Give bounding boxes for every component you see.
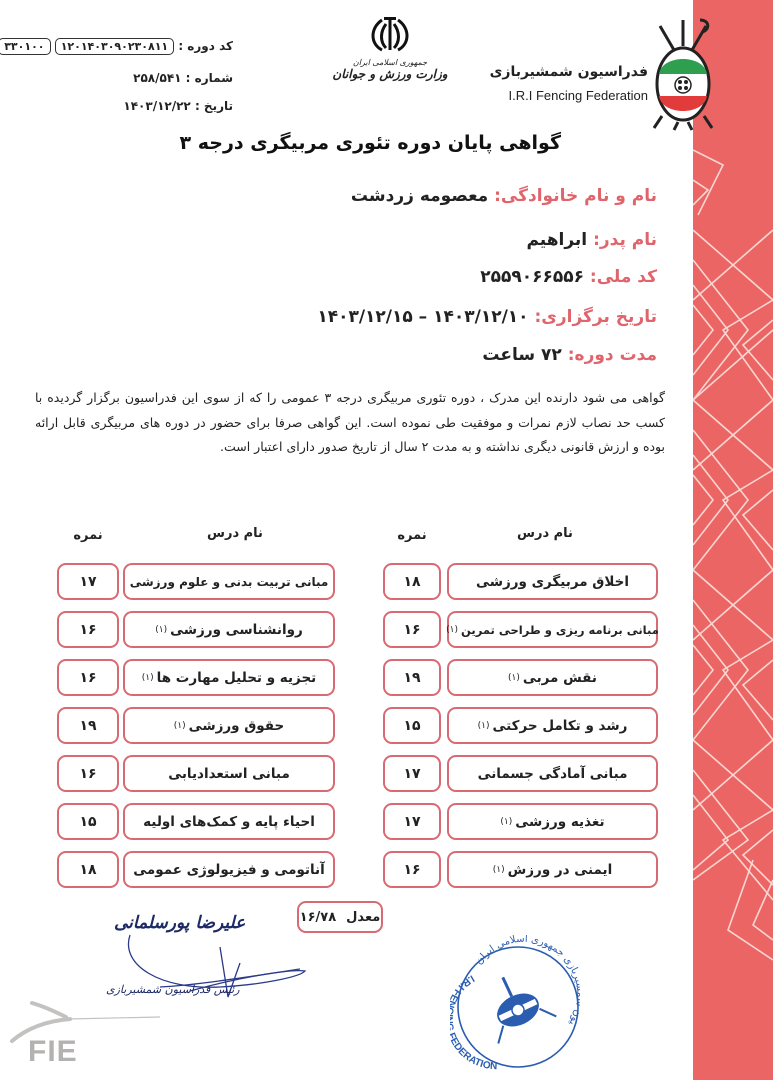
stamp-text-fa: یو بازی جمهوری اسلامی ایران	[473, 935, 580, 1028]
right-course-score	[383, 611, 441, 648]
left-course-score	[57, 611, 119, 648]
signatory-name: علیرضا پورسلمانی	[114, 913, 246, 933]
course-code-main: ۱۲۰۱۴۰۳۰۹۰۲۳۰۸۱۱	[55, 38, 174, 55]
letter-number-row	[133, 71, 233, 85]
left-course-name	[123, 563, 335, 600]
course-footnote-marker: (۱)	[141, 672, 154, 683]
course-duration-label: مدت دوره:	[567, 345, 657, 365]
federation-stamp	[450, 935, 580, 1070]
left-course-score-text: ۱۹	[79, 717, 97, 734]
right-course-name-text: رشد و تکامل حرکتی	[492, 717, 628, 734]
right-course-score-text: ۱۵	[403, 717, 421, 734]
right-course-score-text: ۱۸	[403, 573, 421, 590]
field-national-id	[480, 267, 657, 287]
right-course-score	[383, 563, 441, 600]
course-code-extra: ۳۳۰۱۰۰	[0, 38, 51, 55]
left-course-name-text: آناتومی و فیزیولوژی عمومی	[133, 861, 325, 878]
right-course-score	[383, 851, 441, 888]
right-course-score-text: ۱۹	[403, 669, 421, 686]
field-course-dates	[317, 307, 657, 327]
fie-logo-text: FIE	[28, 1035, 78, 1068]
right-course-name	[447, 707, 658, 744]
federation-logo	[648, 16, 718, 132]
right-course-score-text: ۱۷	[403, 765, 421, 782]
right-col-score-header: نمره	[397, 528, 427, 543]
left-course-name	[123, 803, 335, 840]
course-footnote-marker: (۱)	[446, 624, 459, 635]
national-id-value: ۲۵۵۹۰۶۶۵۵۶	[480, 267, 584, 287]
letter-number-label: شماره :	[185, 71, 233, 85]
left-course-score	[57, 707, 119, 744]
ministry-country-text: جمهوری اسلامی ایران	[352, 58, 428, 67]
course-dates-label: تاریخ برگزاری:	[534, 307, 657, 327]
left-col-course-header: نام درس	[207, 526, 263, 541]
course-code-label: کد دوره :	[178, 39, 233, 53]
left-course-name-text: مبانی استعدادیابی	[168, 765, 290, 782]
right-course-name-text: مبانی آمادگی جسمانی	[477, 765, 628, 782]
left-course-score-text: ۱۵	[79, 813, 97, 830]
right-col-course-header: نام درس	[517, 526, 573, 541]
right-course-name	[447, 755, 658, 792]
federation-name-fa: فدراسیون شمشیربازی	[489, 64, 648, 80]
left-course-score	[57, 563, 119, 600]
fencing-shield-icon	[648, 16, 718, 132]
geometric-pattern	[693, 0, 773, 1080]
father-name-label: نام پدر:	[593, 230, 657, 250]
right-course-score-text: ۱۶	[403, 621, 421, 638]
letter-date-value: ۱۴۰۳/۱۲/۲۲	[123, 99, 191, 113]
right-course-score-text: ۱۷	[403, 813, 421, 830]
federation-name-en: I.R.I Fencing Federation	[508, 88, 648, 103]
left-course-name-text: تجزیه و تحلیل مهارت ها	[156, 669, 317, 686]
right-course-name	[447, 803, 658, 840]
course-footnote-marker: (۱)	[492, 864, 505, 875]
father-name-value: ابراهیم	[526, 230, 588, 250]
course-dates-value: ۱۴۰۳/۱۲/۱۰ – ۱۴۰۳/۱۲/۱۵	[317, 307, 529, 327]
full-name-value: معصومه زردشت	[350, 186, 489, 206]
left-course-name	[123, 707, 335, 744]
left-course-score-text: ۱۶	[79, 621, 97, 638]
right-course-score	[383, 707, 441, 744]
right-course-name-text: اخلاق مربیگری ورزشی	[476, 573, 629, 590]
right-course-score	[383, 659, 441, 696]
field-full-name	[351, 186, 657, 206]
field-father-name	[526, 230, 657, 250]
letter-number-value: ۲۵۸/۵۴۱	[133, 71, 182, 85]
left-course-score	[57, 659, 119, 696]
certificate-statement: گواهی می شود دارنده این مدرک ، دوره تئوری مربیگری درجه ۳ عمومی را که از سوی این فدراسیون برگزار گردیده با کسب حد نصاب لازم نمرات و موفقیت طی نموده است. این گواهی صرفا برای حضور در دوره های مربیگری قابل ارائه بوده و ارزش قانونی دیگری نداشته و به مدت ۲ سال از تاریخ صدور دارای اعتبار است.	[35, 390, 665, 454]
full-name-label: نام و نام خانوادگی:	[494, 186, 657, 206]
ministry-logo	[330, 14, 450, 114]
right-course-name	[447, 563, 658, 600]
left-course-score	[57, 803, 119, 840]
left-course-score-text: ۱۸	[79, 861, 97, 878]
right-course-name	[447, 659, 658, 696]
course-footnote-marker: (۱)	[155, 624, 168, 635]
right-course-name-text: ایمنی در ورزش	[507, 861, 613, 878]
right-course-name-text: تغذیه ورزشی	[515, 813, 605, 830]
right-course-score	[383, 755, 441, 792]
letter-date-label: تاریخ :	[194, 99, 233, 113]
stamp-seal-icon	[450, 935, 580, 1070]
left-course-name	[123, 611, 335, 648]
left-course-score-text: ۱۶	[79, 669, 97, 686]
course-footnote-marker: (۱)	[500, 816, 513, 827]
right-course-score-text: ۱۶	[403, 861, 421, 878]
left-course-score	[57, 851, 119, 888]
average-label: معدل	[346, 909, 381, 925]
right-course-score	[383, 803, 441, 840]
course-duration-value: ۷۲ ساعت	[482, 345, 562, 365]
fie-logo	[6, 995, 166, 1075]
left-course-name-text: احیاء پایه و کمک‌های اولیه	[143, 813, 315, 830]
left-course-name-text: مبانی تربیت بدنی و علوم ورزشی	[129, 574, 329, 589]
average-value: ۱۶/۷۸	[299, 909, 337, 925]
national-id-label: کد ملی:	[589, 267, 657, 287]
left-course-name-text: حقوق ورزشی	[188, 717, 285, 734]
course-footnote-marker: (۱)	[508, 672, 520, 683]
stamp-text-en: I.R.I F DERATION	[450, 972, 498, 1070]
right-course-name-text: نقش مربی	[522, 669, 597, 686]
left-col-score-header: نمره	[73, 528, 103, 543]
left-course-score	[57, 755, 119, 792]
left-course-name	[123, 851, 335, 888]
left-course-score-text: ۱۶	[79, 765, 97, 782]
right-course-name	[447, 851, 658, 888]
course-footnote-marker: (۱)	[477, 720, 490, 731]
course-footnote-marker: (۱)	[173, 720, 186, 731]
left-course-name	[123, 659, 335, 696]
course-code-row	[0, 38, 233, 55]
right-course-name-text: مبانی برنامه ریزی و طراحی تمرین	[461, 622, 659, 637]
letter-date-row	[123, 99, 233, 113]
left-course-name-text: روانشناسی ورزشی	[170, 621, 303, 638]
left-course-name	[123, 755, 335, 792]
right-course-name	[447, 611, 658, 648]
field-course-duration	[482, 345, 657, 365]
iran-emblem-icon	[368, 14, 412, 54]
svg-text:I.R.I FENCING FEDERATION	[450, 972, 497, 1070]
certificate-title: گواهی پایان دوره تئوری مربیگری درجه ۳	[179, 132, 561, 154]
decorative-side-strip	[693, 0, 773, 1080]
ministry-name-text: وزارت ورزش و جوانان	[332, 67, 448, 81]
signatory-title: رئیس فدراسیون شمشیربازی	[106, 983, 240, 996]
left-course-score-text: ۱۷	[79, 573, 97, 590]
